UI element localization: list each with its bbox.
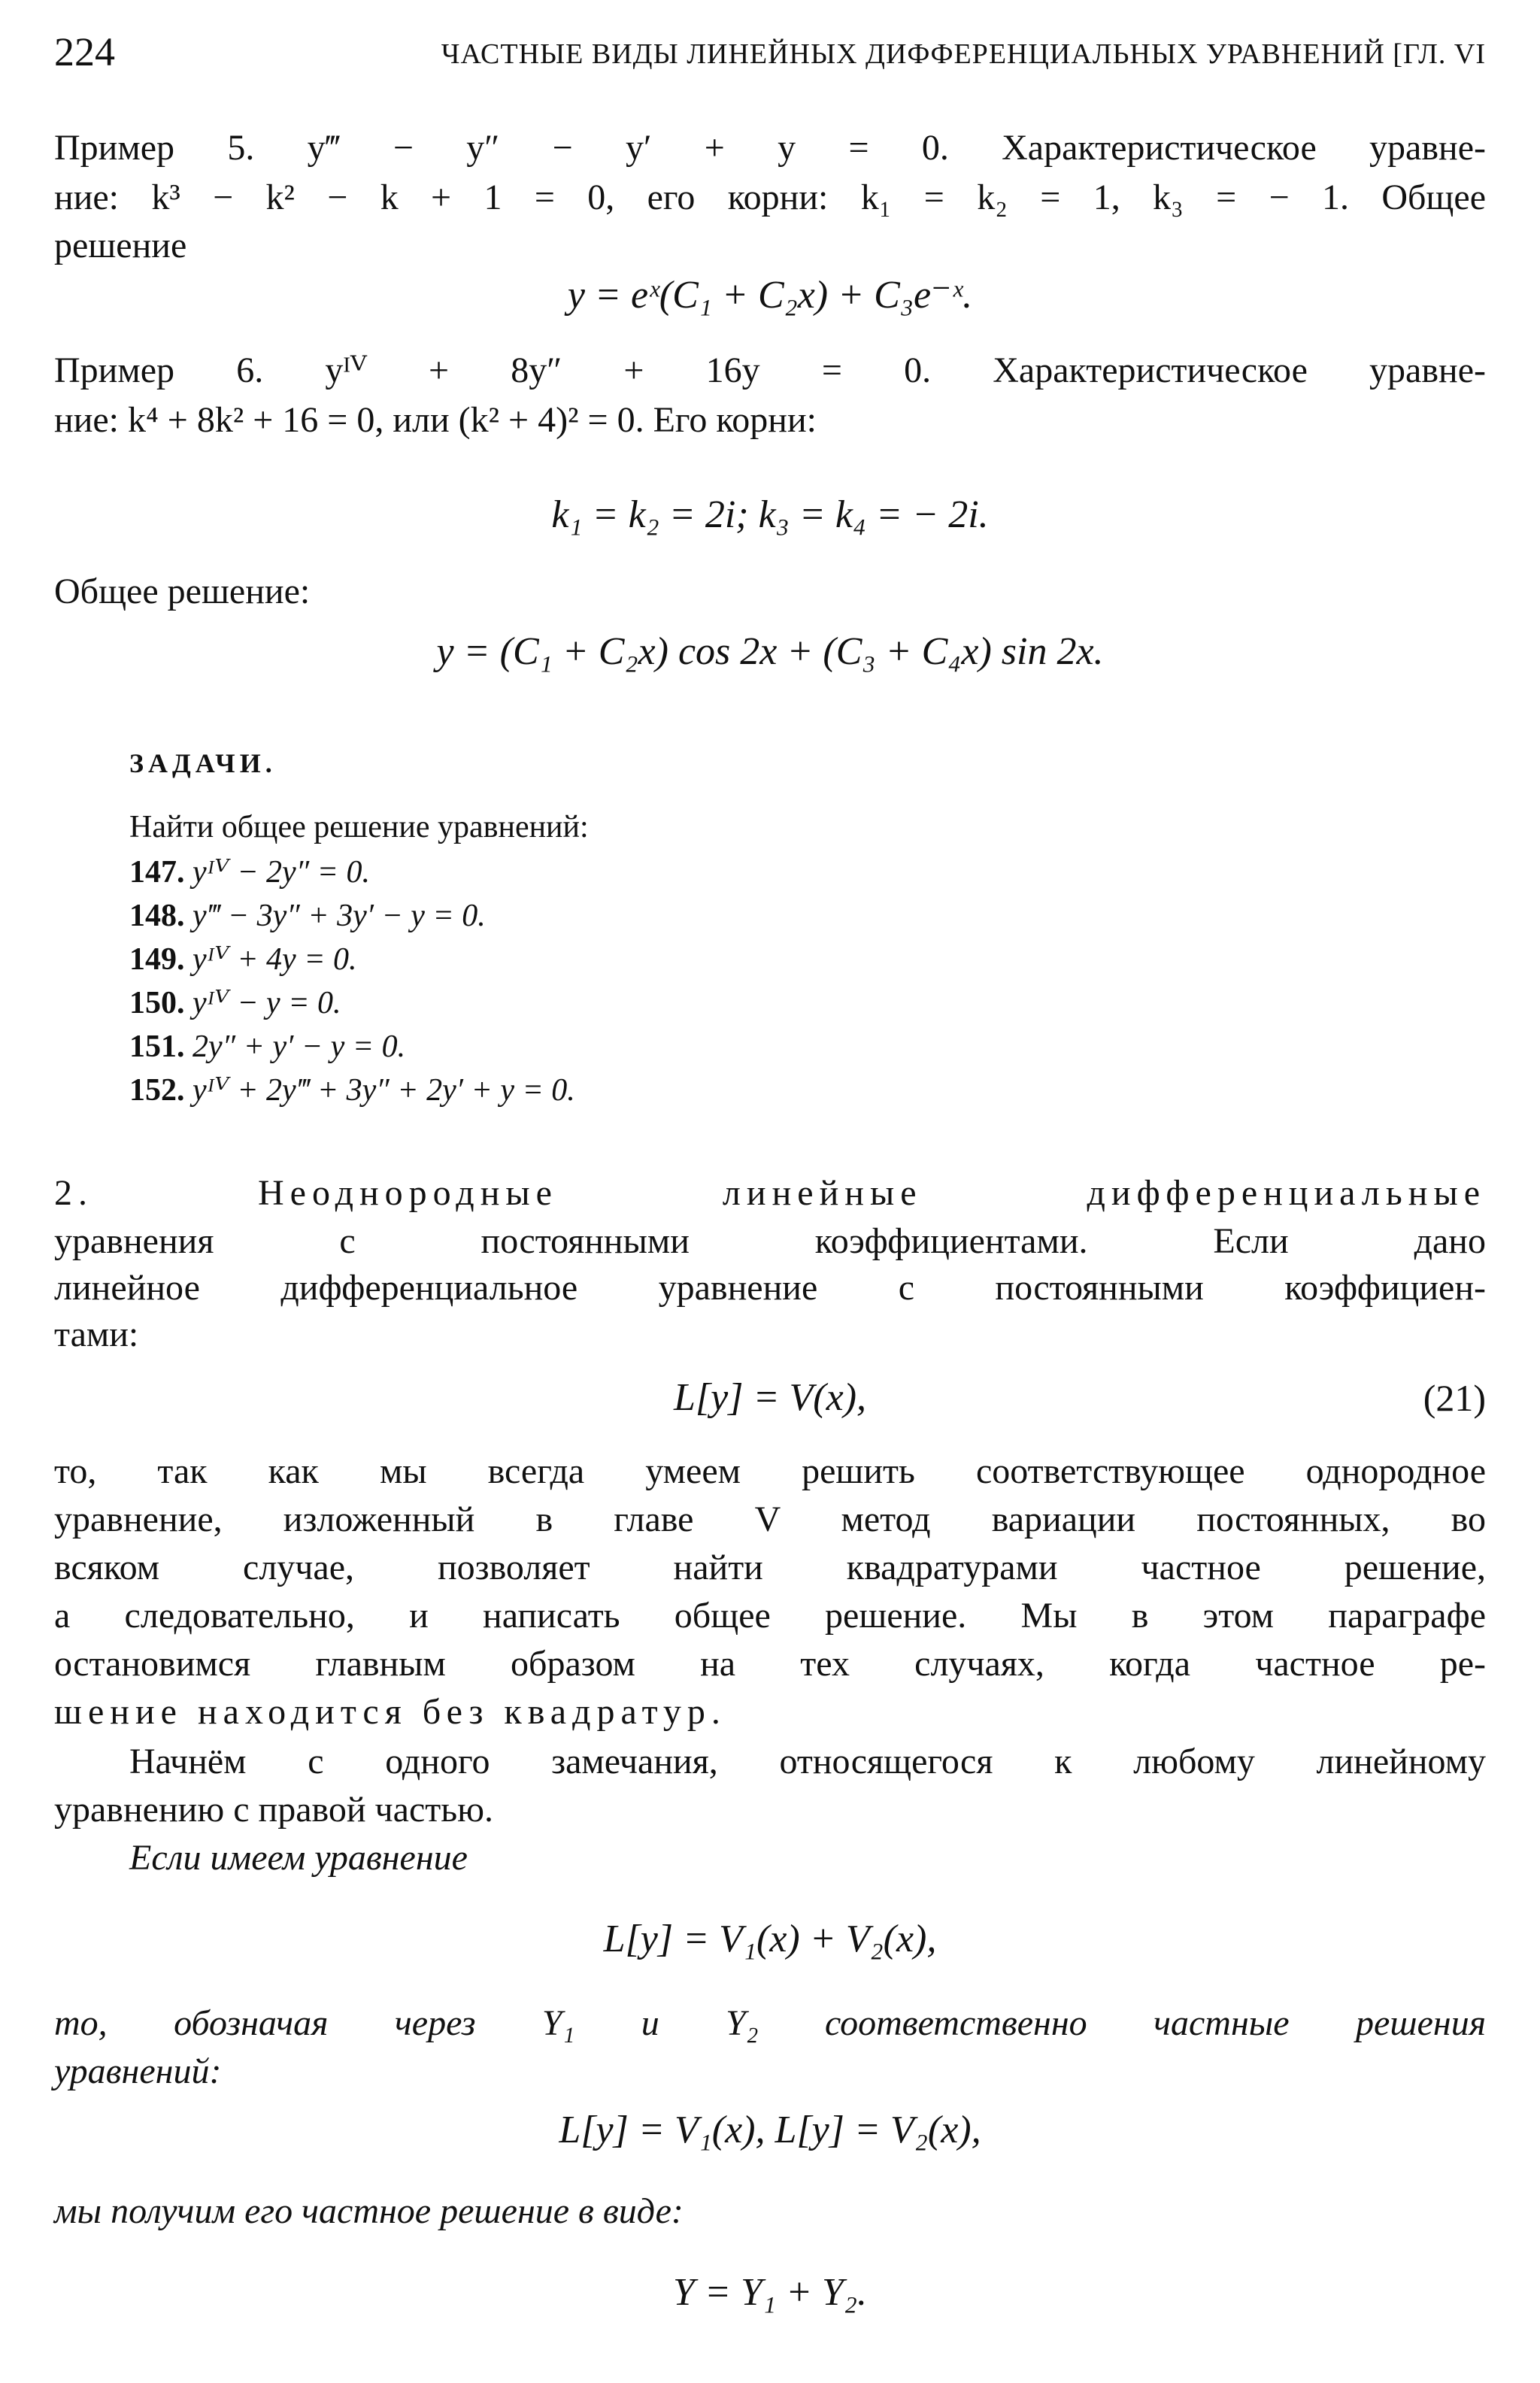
tasks-heading: ЗАДАЧИ.: [129, 748, 277, 778]
para1-line2: уравнение, изложенный в главе V метод вариации постоянных, во: [54, 1499, 1486, 1539]
equation-final: Y = Y₁ + Y₂.: [672, 2271, 868, 2314]
example5-line1: Пример 5. y‴ − y″ − y′ + y = 0. Характеристическое уравне-: [54, 128, 1486, 168]
example6-line2: ние: k⁴ + 8k² + 16 = 0, или (k² + 4)² = 0. Его корни:: [54, 400, 817, 440]
italic-if-we-have: Если имеем уравнение: [129, 1838, 468, 1878]
page-number: 224: [54, 29, 115, 74]
example6-line1: Пример 6. yᴵⱽ + 8y″ + 16y = 0. Характеристическое уравне-: [54, 350, 1486, 390]
tasks-intro: Найти общее решение уравнений:: [129, 810, 589, 844]
example5-line3: решение: [54, 226, 187, 265]
task-149: [129, 938, 357, 981]
example6-solution: y = (C₁ + C₂x) cos 2x + (C₃ + C₄x) sin 2x.: [436, 630, 1104, 673]
para1-line5: остановимся главным образом на тех случаях, когда частное ре-: [54, 1644, 1486, 1684]
task-147: [129, 851, 370, 893]
para2-line2: уравнению с правой частью.: [54, 1790, 493, 1830]
task-equation: yᴵⱽ − y = 0.: [192, 986, 341, 1020]
task-number: 149.: [129, 942, 185, 977]
equation-number-21: (21): [1423, 1377, 1486, 1419]
example6-roots: k₁ = k₂ = 2i; k₃ = k₄ = − 2i.: [551, 493, 989, 536]
para1-line1: то, так как мы всегда умеем решить соответствующее однородное: [54, 1451, 1486, 1491]
para1-line6: шение находится без квадратур.: [54, 1692, 726, 1732]
section2-title-line1: 2. Неоднородные линейные дифференциальные: [54, 1173, 1486, 1213]
example5-solution: y = eˣ(C₁ + C₂x) + C₃e⁻ˣ.: [567, 274, 973, 317]
task-148: [129, 895, 486, 937]
task-equation: 2y″ + y′ − y = 0.: [192, 1029, 406, 1064]
running-title: ЧАСТНЫЕ ВИДЫ ЛИНЕЙНЫХ ДИФФЕРЕНЦИАЛЬНЫХ УРАВНЕНИЙ [ГЛ. VI: [441, 38, 1486, 70]
task-number: 152.: [129, 1073, 185, 1108]
task-equation: yᴵⱽ + 2y‴ + 3y″ + 2y′ + y = 0.: [192, 1073, 575, 1108]
task-number: 150.: [129, 986, 185, 1020]
italic-line-equations: уравнений:: [54, 2051, 222, 2091]
italic-line-we-get: мы получим его частное решение в виде:: [54, 2191, 684, 2231]
task-equation: y‴ − 3y″ + 3y′ − y = 0.: [192, 899, 486, 933]
task-equation: yᴵⱽ − 2y″ = 0.: [192, 855, 371, 890]
para1-line3: всяком случае, позволяет найти квадратурами частное решение,: [54, 1548, 1486, 1587]
equation-pair: L[y] = V₁(x), L[y] = V₂(x),: [559, 2109, 981, 2151]
task-151: [129, 1026, 405, 1068]
example5-line2: ние: k³ − k² − k + 1 = 0, его корни: k₁ = k₂ = 1, k₃ = − 1. Общее: [54, 177, 1486, 217]
task-equation: yᴵⱽ + 4y = 0.: [192, 942, 357, 977]
para1-line4: а следовательно, и написать общее решение. Мы в этом параграфе: [54, 1596, 1486, 1636]
page-header: [54, 26, 1486, 78]
task-150: [129, 982, 341, 1024]
equation-21: L[y] = V(x),: [673, 1376, 867, 1419]
section2-line4: тами:: [54, 1314, 139, 1354]
section2-line3: линейное дифференциальное уравнение с постоянными коэффициен-: [54, 1268, 1486, 1308]
task-number: 147.: [129, 855, 185, 890]
task-152: [129, 1069, 575, 1111]
equation-sum: L[y] = V₁(x) + V₂(x),: [603, 1918, 937, 1960]
general-solution-label: Общее решение:: [54, 571, 311, 611]
italic-line-then: то, обозначая через Y₁ и Y₂ соответственно частные решения: [54, 2003, 1486, 2043]
task-number: 151.: [129, 1029, 185, 1064]
para2-line1: Начнём с одного замечания, относящегося к любому линейному: [129, 1742, 1486, 1781]
section2-title-line2: уравнения с постоянными коэффициентами. Если дано: [54, 1221, 1486, 1261]
task-number: 148.: [129, 899, 185, 933]
